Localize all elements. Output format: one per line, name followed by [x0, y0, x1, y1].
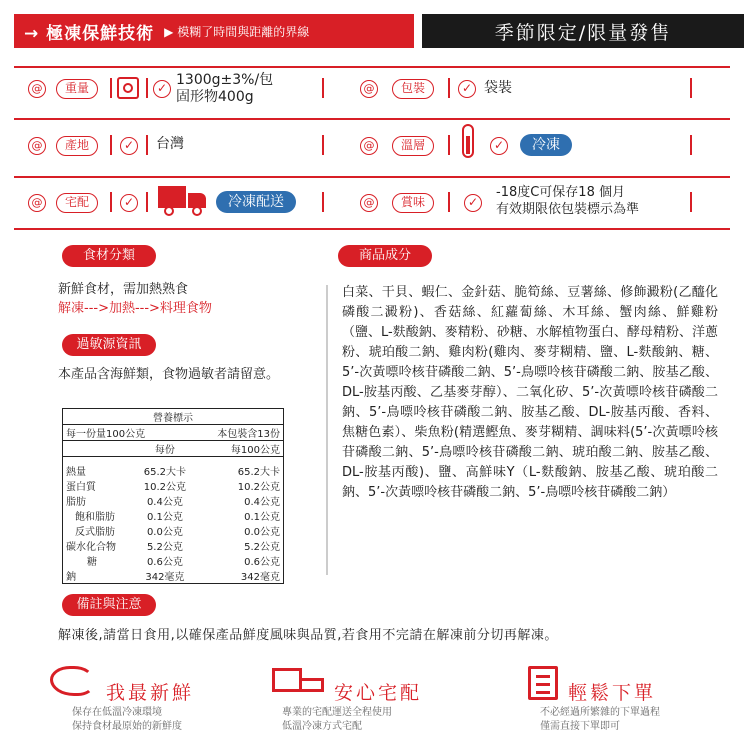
nutrient-per-100g: 0.0公克 — [244, 526, 280, 538]
nutrient-per-serving: 0.6公克 — [146, 556, 183, 568]
nutrition-col1: 每份 — [154, 445, 175, 456]
nutrition-col2: 每100公克 — [230, 445, 280, 456]
at-icon: @ — [28, 194, 46, 212]
at-icon: @ — [360, 194, 378, 212]
feature-3-line1: 不必經過所繁雜的下單過程 — [540, 707, 660, 718]
at-icon: @ — [28, 137, 46, 155]
feature-2-title: 安心宅配 — [334, 682, 423, 704]
divider — [322, 78, 324, 98]
header-left-banner — [14, 14, 414, 48]
shrimp-icon — [46, 664, 98, 698]
table-row — [63, 538, 284, 553]
check-icon: ✓ — [464, 194, 482, 212]
table-row — [63, 463, 284, 478]
weight-value-1: 1300g±3%/包 — [176, 72, 274, 88]
food-category-line1: 新鮮食材，需加熱熟食 — [58, 282, 189, 297]
divider — [322, 135, 324, 155]
notes-title: 備註與注意 — [62, 594, 156, 616]
notes-text: 解凍後,請當日食用,以確保產品鮮度風味與品質,若食用不完請在解凍前分切再解凍。 — [58, 628, 558, 643]
delivery-label: 宅配 — [56, 193, 98, 213]
food-category-title: 食材分類 — [62, 245, 156, 267]
check-icon: ✓ — [153, 80, 171, 98]
nutrient-name: 鈉 — [66, 571, 76, 583]
nutrient-per-100g: 10.2公克 — [237, 481, 280, 493]
table-row — [63, 508, 284, 523]
nutrient-per-serving: 5.2公克 — [146, 541, 183, 553]
divider — [146, 135, 148, 155]
table-row — [63, 553, 284, 568]
feature-1-title: 我最新鮮 — [106, 682, 195, 704]
nutrient-per-100g: 0.6公克 — [244, 556, 280, 568]
nutrient-per-100g: 342毫克 — [240, 571, 280, 583]
food-category-line2: 解凍--->加熱--->料理食物 — [58, 301, 212, 316]
nutrient-per-serving: 0.0公克 — [146, 526, 183, 538]
nutrient-per-serving: 65.2大卡 — [143, 466, 187, 478]
feature-3-title: 輕鬆下單 — [568, 682, 657, 704]
nutrition-title: 營養標示 — [63, 409, 284, 425]
divider — [146, 78, 148, 98]
nutrient-name: 飽和脂肪 — [75, 511, 115, 523]
nutrition-servings: 本包裝含13份 — [217, 429, 280, 440]
section-rule — [14, 228, 730, 230]
divider — [690, 135, 692, 155]
divider — [448, 135, 450, 155]
feature-2-line1: 專業的宅配運送全程使用 — [282, 707, 392, 718]
origin-value: 台灣 — [156, 136, 184, 152]
header-right-banner — [422, 14, 744, 48]
feature-1-line1: 保存在低溫冷凍環境 — [72, 707, 162, 718]
nutrient-name: 熱量 — [66, 466, 86, 478]
table-row — [63, 478, 284, 493]
order-form-icon — [528, 666, 558, 700]
table-row — [63, 493, 284, 508]
thermometer-icon — [462, 124, 474, 158]
nutrient-per-serving: 0.1公克 — [146, 511, 183, 523]
shelf-value-2: 有效期限依包裝標示為準 — [496, 202, 640, 217]
check-icon: ✓ — [490, 137, 508, 155]
ingredients-bar — [326, 285, 328, 575]
scale-icon — [117, 77, 139, 99]
divider — [448, 78, 450, 98]
nutrient-per-100g: 0.4公克 — [244, 496, 280, 508]
header-left-subtitle: ▶ 模糊了時間與距離的界線 — [164, 24, 310, 39]
package-value: 袋裝 — [484, 80, 512, 96]
feature-2-line2: 低溫冷凍方式宅配 — [282, 721, 362, 732]
delivery-value: 冷凍配送 — [216, 191, 296, 213]
temp-label: 溫層 — [392, 136, 434, 156]
nutrient-name: 反式脂肪 — [75, 526, 115, 538]
shelf-value-1: -18度C可保存18 個月 — [496, 185, 625, 200]
nutrition-table — [62, 408, 284, 584]
at-icon: @ — [360, 137, 378, 155]
divider — [110, 135, 112, 155]
origin-label: 產地 — [56, 136, 98, 156]
nutrient-per-100g: 5.2公克 — [244, 541, 280, 553]
header-right-title: 季節限定/限量發售 — [494, 21, 672, 44]
allergen-text: 本產品含海鮮類，食物過敏者請留意。 — [58, 367, 280, 382]
nutrient-name: 糖 — [87, 556, 97, 568]
feature-1-line2: 保持食材最原始的新鮮度 — [72, 721, 182, 732]
temp-value: 冷凍 — [520, 134, 572, 156]
check-icon: ✓ — [120, 194, 138, 212]
table-row — [63, 568, 284, 584]
delivery-truck-icon — [272, 668, 328, 698]
nutrient-per-serving: 0.4公克 — [146, 496, 183, 508]
divider — [448, 192, 450, 212]
header-left-title: → 極凍保鮮技術 — [24, 23, 155, 44]
nutrient-per-100g: 65.2大卡 — [237, 466, 280, 478]
weight-label: 重量 — [56, 79, 98, 99]
at-icon: @ — [28, 80, 46, 98]
feature-3-line2: 僅需直接下單即可 — [540, 721, 620, 732]
divider — [110, 192, 112, 212]
nutrient-name: 脂肪 — [66, 496, 86, 508]
truck-icon — [158, 186, 208, 216]
divider — [146, 192, 148, 212]
divider — [690, 192, 692, 212]
nutrient-name: 碳水化合物 — [66, 541, 116, 553]
check-icon: ✓ — [458, 80, 476, 98]
check-icon: ✓ — [120, 137, 138, 155]
nutrient-name: 蛋白質 — [66, 481, 96, 493]
allergen-title: 過敏源資訊 — [62, 334, 156, 356]
ingredients-text: 白菜、干貝、蝦仁、金針菇、脆筍絲、豆薯絲、修飾澱粉(乙醯化磷酸二澱粉)、香菇絲、紅蘿蔔絲、木耳絲、蟹肉絲、鮮雞粉（鹽、L-麩酸鈉、麥精粉、砂糖、水解植物蛋白、酵母精粉、洋蔥粉、琥珀酸二鈉、雞肉粉(雞肉、麥芽糊精、鹽、L-麩酸鈉、糖、5’-次黃嘌呤核苷磷酸二鈉、5’-鳥嘌呤核苷磷酸二鈉、胺基乙酸、DL-胺基丙酸、乙基麥芽醇）、二氧化矽、5’-次黃嘌呤核苷磷酸二鈉、5’-鳥嘌呤核苷磷酸二鈉、胺基乙酸、DL-胺基丙酸、香料、焦糖色素）、柴魚粉(精選鰹魚、麥芽糊精、調味料(5’-次黃嘌呤核苷磷酸二鈉、5’-鳥嘌呤核苷磷酸二鈉、琥珀酸二鈉、胺基乙酸、DL-胺基丙酸)、鹽、高鮮味Y（L-麩酸鈉、胺基乙酸、琥珀酸二鈉、5’-次黃嘌呤核苷磷酸二鈉、5’-鳥嘌呤核苷磷酸二鈉） — [342, 285, 718, 500]
divider — [110, 78, 112, 98]
divider — [322, 192, 324, 212]
shelf-label: 賞味 — [392, 193, 434, 213]
nutrition-serving: 每一份量100公克 — [66, 429, 146, 440]
weight-value-2: 固形物400g — [176, 89, 254, 105]
nutrient-per-serving: 342毫克 — [145, 571, 185, 583]
table-row — [63, 523, 284, 538]
ingredients-title: 商品成分 — [338, 245, 432, 267]
at-icon: @ — [360, 80, 378, 98]
divider — [690, 78, 692, 98]
nutrient-per-serving: 10.2公克 — [143, 481, 187, 493]
package-label: 包裝 — [392, 79, 434, 99]
nutrient-per-100g: 0.1公克 — [244, 511, 280, 523]
